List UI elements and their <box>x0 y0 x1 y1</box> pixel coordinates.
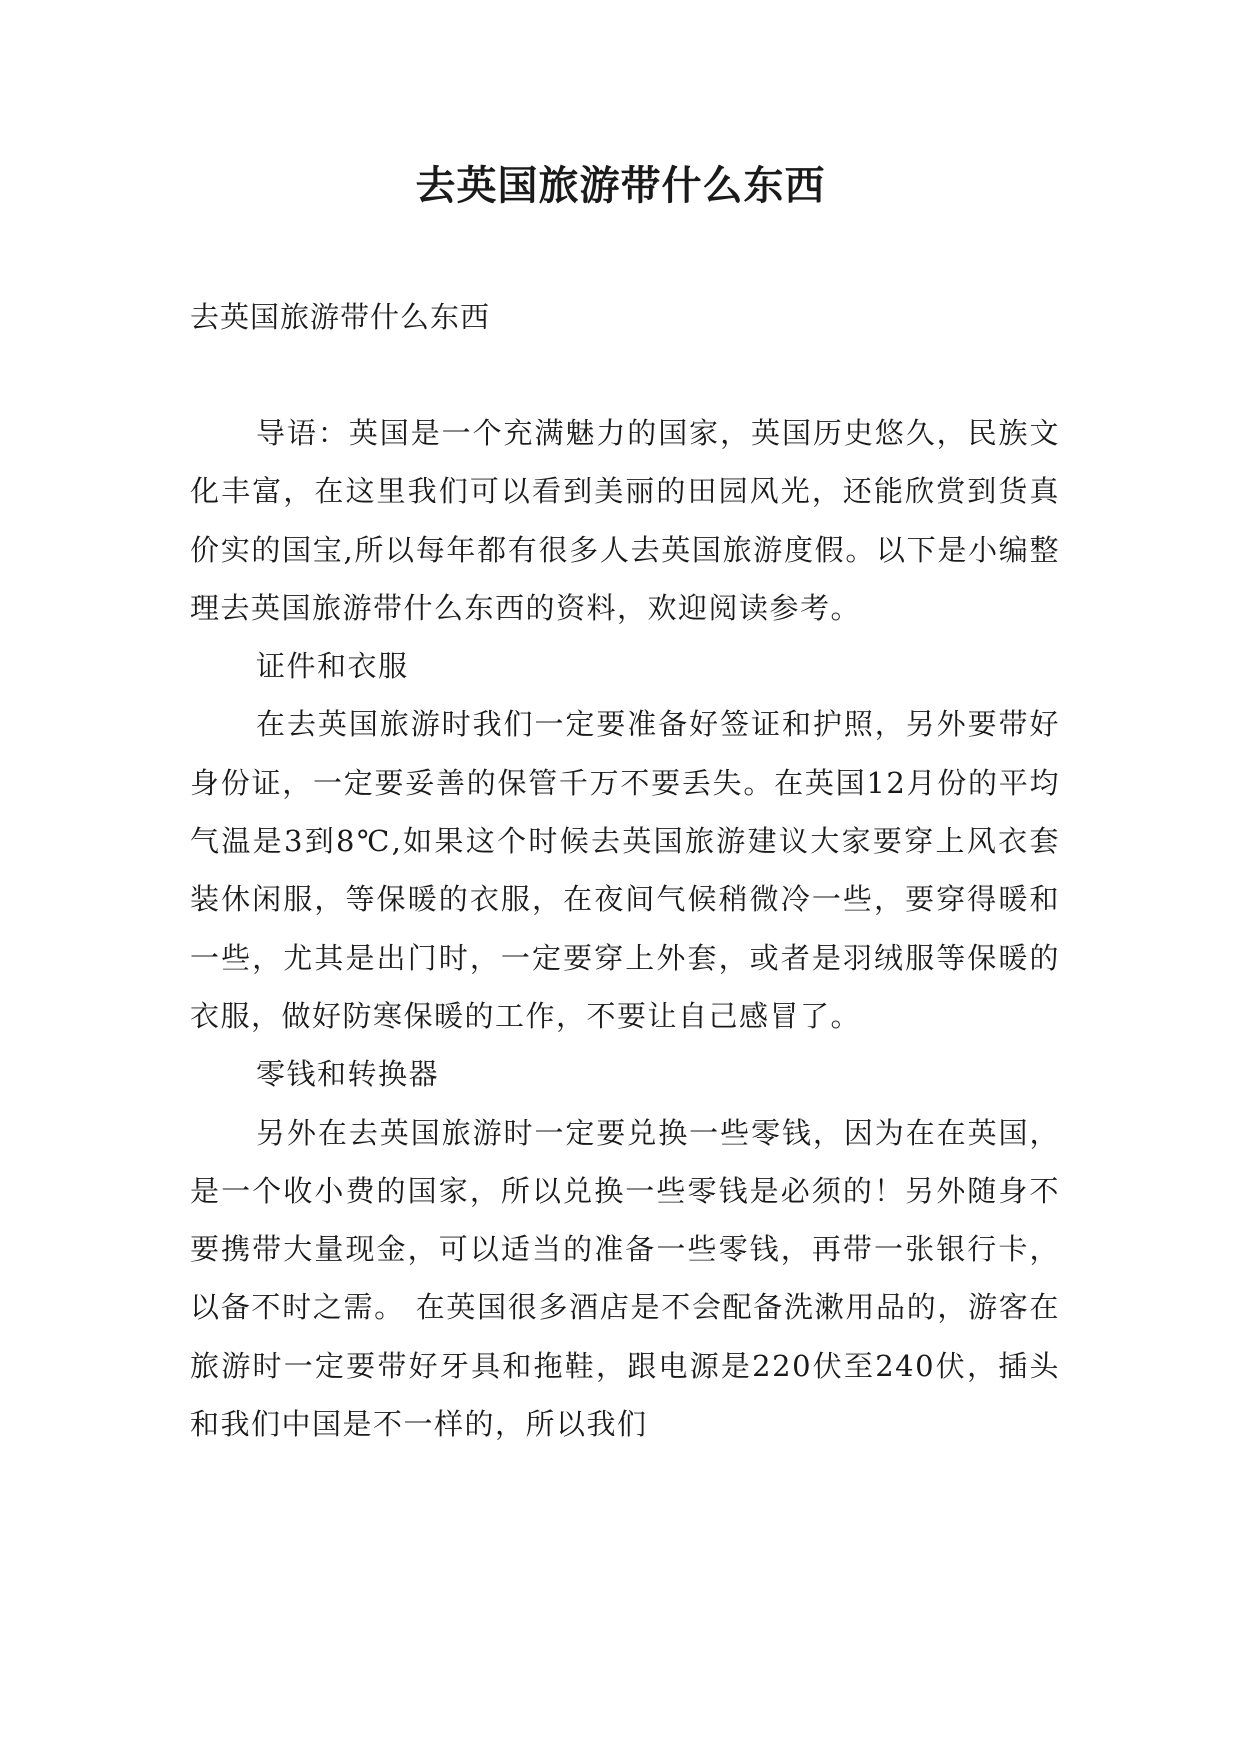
section-heading-change-adapter: 零钱和转换器 <box>256 1057 440 1092</box>
intro-paragraph: 导语：英国是一个充满魅力的国家，英国历史悠久，民族文化丰富，在这里我们可以看到美丽的田园风光，还能欣赏到货真价实的国宝,所以每年都有很多人去英国旅游度假。以下是小编整理去英国旅游带什么东西的资料，欢迎阅读参考。 <box>190 416 1060 625</box>
section-paragraph-change-adapter: 另外在去英国旅游时一定要兑换一些零钱，因为在在英国，是一个收小费的国家，所以兑换一些零钱是必须的！另外随身不要携带大量现金，可以适当的准备一些零钱，再带一张银行卡，以备不时之需。 在英国很多酒店是不会配备洗漱用品的，游客在旅游时一定要带好牙具和拖鞋，跟电源是220伏至240伏，插头和我们中国是不一样的，所以我们 <box>190 1115 1060 1442</box>
document-body <box>190 404 1060 1453</box>
document-subtitle: 去英国旅游带什么东西 <box>190 300 491 334</box>
section-heading-documents-clothes: 证件和衣服 <box>256 649 409 684</box>
document-title: 去英国旅游带什么东西 <box>415 162 826 209</box>
section-paragraph-documents-clothes: 在去英国旅游时我们一定要准备好签证和护照，另外要带好身份证，一定要妥善的保管千万不要丢失。在英国12月份的平均气温是3到8℃,如果这个时候去英国旅游建议大家要穿上风衣套装休闲服，等保暖的衣服，在夜间气候稍微冷一些，要穿得暖和一些，尤其是出门时，一定要穿上外套，或者是羽绒服等保暖的衣服，做好防寒保暖的工作，不要让自己感冒了。 <box>190 707 1060 1033</box>
